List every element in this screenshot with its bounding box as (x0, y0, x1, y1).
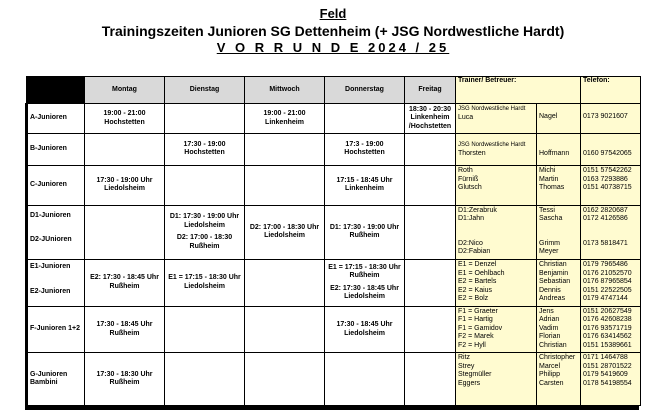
cell-tue (165, 166, 245, 205)
row-d-junioren (27, 205, 641, 260)
col-thursday: Donnerstag (325, 77, 405, 104)
cell-thu: E1 = 17:15 - 18:30 Uhr Rußheim E2: 17:30 - 18:45 Uhr Liedolsheim (325, 260, 405, 307)
row-e-junioren (27, 260, 641, 307)
cell-trainer-name: JSG Nordwestliche Hardt Luca (456, 104, 537, 133)
cell-telefon: 0160 97542065 (581, 133, 641, 165)
col-friday: Freitag (405, 77, 456, 104)
cell-tue (165, 353, 245, 406)
cell-fri (405, 260, 456, 307)
cell-fri (405, 133, 456, 165)
cell-mon: 17:30 - 18:45 Uhr Rußheim (85, 306, 165, 353)
row-c-junioren (27, 166, 641, 205)
cell-trainer-name: E1 = Denzel E1 = Oehlbach E2 = Bartels E2 = Kaius E2 = Bolz (456, 260, 537, 307)
cell-trainer-surname: Nagel (537, 104, 581, 133)
training-table (25, 76, 641, 406)
cell-tue: 17:30 - 19:00 Hochstetten (165, 133, 245, 165)
row-b-junioren (27, 133, 641, 165)
title-season: V O R R U N D E 2024 / 25 (216, 40, 450, 55)
cell-telefon: 0151 20627549 0176 42608238 0176 93571719 0176 63414562 0151 15389661 (581, 306, 641, 353)
cell-tue (165, 306, 245, 353)
row-label: C-Junioren (27, 166, 85, 205)
row-label: F-Junioren 1+2 (27, 306, 85, 353)
cell-trainer-name: Roth Fürniß Glutsch (456, 166, 537, 205)
row-label: B-Junioren (27, 133, 85, 165)
row-label: E1-Junioren E2-Junioren (27, 260, 85, 307)
cell-trainer-name: F1 = Graeter F1 = Hartig F1 = Gamidov F2 = Marek F2 = Hyll (456, 306, 537, 353)
row-label: A-Junioren (27, 104, 85, 133)
cell-telefon: 0179 7965486 0176 21052570 0176 87965854 0151 22522505 0179 4747144 (581, 260, 641, 307)
col-monday: Montag (85, 77, 165, 104)
col-tuesday: Dienstag (165, 77, 245, 104)
cell-wed (245, 133, 325, 165)
cell-fri (405, 205, 456, 260)
corner-cell (27, 77, 85, 104)
row-label: D1-Junioren D2-JUnioren (27, 205, 85, 260)
cell-telefon: 0173 9021607 (581, 104, 641, 133)
cell-thu (325, 104, 405, 133)
row-f-junioren (27, 306, 641, 353)
cell-mon: 17:30 - 18:30 Uhr Rußheim (85, 353, 165, 406)
cell-thu: 17:3 - 19:00 Hochstetten (325, 133, 405, 165)
cell-mon: 19:00 - 21:00 Hochstetten (85, 104, 165, 133)
cell-trainer-name: D1:Zerabruk D1:Jahn D2:Nico D2:Fabian (456, 205, 537, 260)
cell-mon (85, 205, 165, 260)
col-telefon: Telefon: (581, 77, 641, 104)
cell-fri (405, 353, 456, 406)
cell-wed: D2: 17:00 - 18:30 Uhr Liedolsheim (245, 205, 325, 260)
cell-trainer-name: Ritz Strey Stegmüller Eggers (456, 353, 537, 406)
cell-mon: E2: 17:30 - 18:45 Uhr Rußheim (85, 260, 165, 307)
cell-thu: 17:15 - 18:45 Uhr Linkenheim (325, 166, 405, 205)
cell-trainer-surname: Hoffmann (537, 133, 581, 165)
cell-telefon: 0162 2820687 0172 4126586 0173 5818471 (581, 205, 641, 260)
cell-mon: 17:30 - 19:00 Uhr Liedolsheim (85, 166, 165, 205)
cell-wed: 19:00 - 21:00 Linkenheim (245, 104, 325, 133)
cell-trainer-surname: Christopher Marcel Philipp Carsten (537, 353, 581, 406)
table-bottom-border (25, 406, 639, 410)
cell-wed (245, 306, 325, 353)
col-trainer: Trainer/ Betreuer: (456, 77, 581, 104)
cell-trainer-name: JSG Nordwestliche Hardt Thorsten (456, 133, 537, 165)
cell-thu (325, 353, 405, 406)
cell-thu: 17:30 - 18:45 Uhr Liedolsheim (325, 306, 405, 353)
cell-wed (245, 353, 325, 406)
col-wednesday: Mittwoch (245, 77, 325, 104)
cell-trainer-surname: Michi Martin Thomas (537, 166, 581, 205)
header-row (27, 77, 641, 104)
cell-trainer-surname: Tessi Sascha Grimm Meyer (537, 205, 581, 260)
row-g-junioren (27, 353, 641, 406)
title-feld: Feld (319, 6, 347, 21)
cell-telefon: 0171 1464788 0151 28701522 0179 5419609 0178 54198554 (581, 353, 641, 406)
cell-mon (85, 133, 165, 165)
cell-fri (405, 166, 456, 205)
cell-fri: 18:30 - 20:30 Linkenheim /Hochstetten (405, 104, 456, 133)
row-label: G-Junioren Bambini (27, 353, 85, 406)
cell-tue: E1 = 17:15 - 18:30 Uhr Liedolsheim (165, 260, 245, 307)
cell-tue: D1: 17:30 - 19:00 Uhr Liedolsheim D2: 17:00 - 18:30 Rußheim (165, 205, 245, 260)
cell-fri (405, 306, 456, 353)
title-main: Trainingszeiten Junioren SG Dettenheim (+ JSG Nordwestliche Hardt) (101, 23, 565, 39)
cell-thu: D1: 17:30 - 19:00 Uhr Rußheim (325, 205, 405, 260)
cell-trainer-surname: Jens Adrian Vadim Florian Christian (537, 306, 581, 353)
cell-tue (165, 104, 245, 133)
cell-telefon: 0151 57542262 0163 7293886 0151 40738715 (581, 166, 641, 205)
cell-wed (245, 260, 325, 307)
cell-wed (245, 166, 325, 205)
row-a-junioren (27, 104, 641, 133)
cell-trainer-surname: Christian Benjamin Sebastian Dennis Andreas (537, 260, 581, 307)
